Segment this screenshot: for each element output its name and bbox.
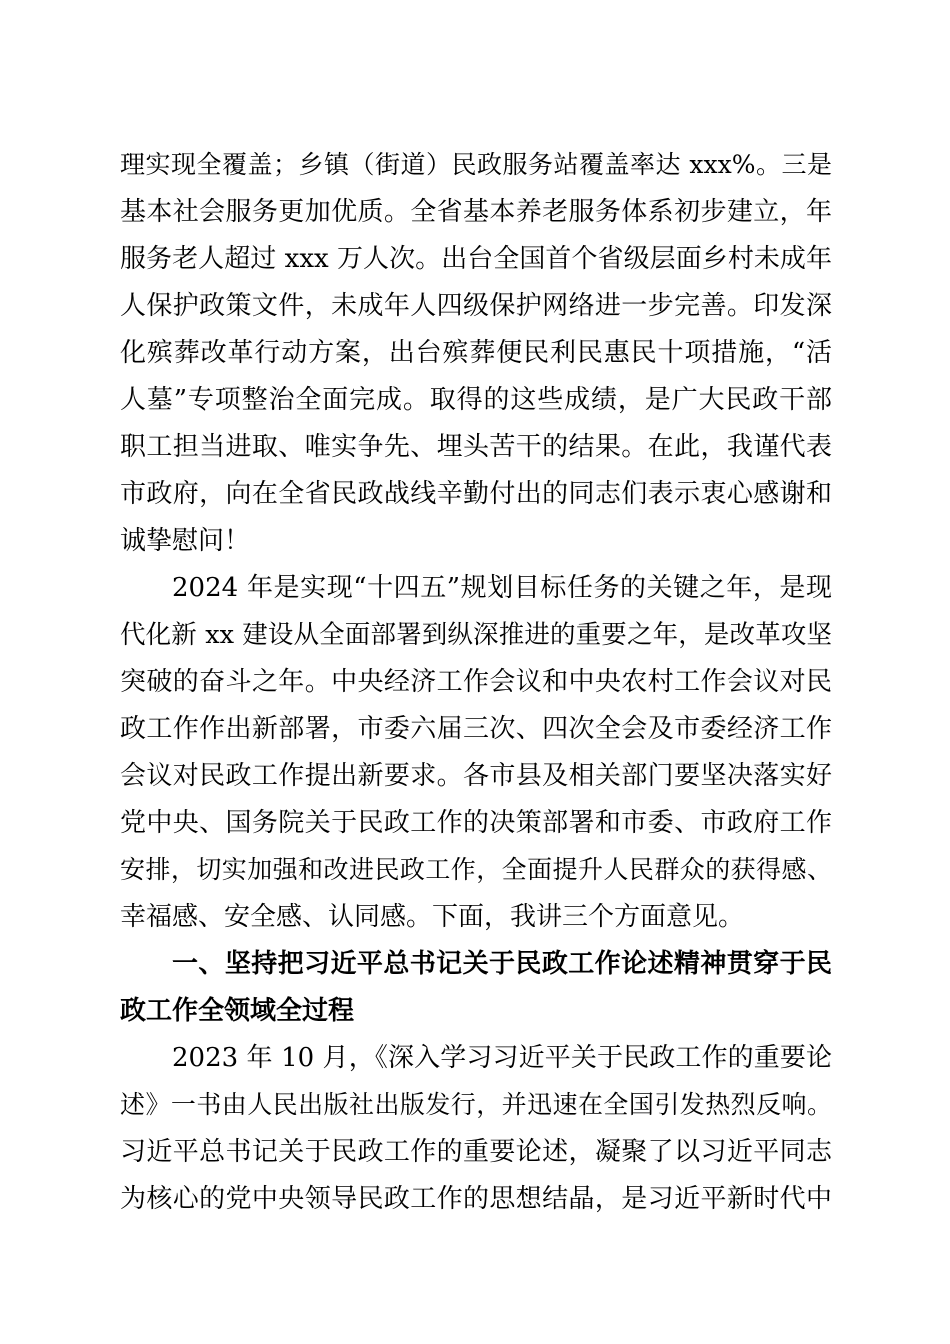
text-line: 诚挚慰问！	[120, 526, 251, 556]
text-line: 代化新 xx 建设从全面部署到纵深推进的重要之年，是改革攻坚	[120, 620, 832, 650]
text-line: 幸福感、安全感、认同感。下面，我讲三个方面意见。	[120, 902, 745, 932]
text-line: 述》一书由人民出版社出版发行，并迅速在全国引发热烈反响。	[120, 1090, 832, 1119]
text-line: 服务老人超过 xxx 万人次。出台全国首个省级层面乡村未成年	[120, 244, 832, 274]
text-line: 习近平总书记关于民政工作的重要论述，凝聚了以习近平同志	[120, 1137, 832, 1167]
section-heading: 一、坚持把习近平总书记关于民政工作论述精神贯穿于民	[172, 949, 832, 979]
text-line: 人保护政策文件，未成年人四级保护网络进一步完善。印发深	[120, 291, 832, 321]
text-line: 突破的奋斗之年。中央经济工作会议和中央农村工作会议对民	[120, 667, 832, 697]
text-line: 政工作作出新部署，市委六届三次、四次全会及市委经济工作	[120, 714, 832, 744]
text-line: 市政府，向在全省民政战线辛勤付出的同志们表示衷心感谢和	[120, 479, 832, 509]
text-line: 党中央、国务院关于民政工作的决策部署和市委、市政府工作	[120, 808, 832, 838]
text-line: 理实现全覆盖；乡镇（街道）民政服务站覆盖率达 xxx%。三是	[120, 150, 832, 179]
paragraph-first-line: 2024 年是实现“十四五”规划目标任务的关键之年，是现	[172, 573, 832, 603]
paragraph-first-line: 2023 年 10 月，《深入学习习近平关于民政工作的重要论	[172, 1043, 832, 1073]
text-line: 为核心的党中央领导民政工作的思想结晶，是习近平新时代中	[120, 1184, 832, 1214]
text-line: 人墓”专项整治全面完成。取得的这些成绩，是广大民政干部	[120, 385, 832, 415]
section-heading: 政工作全领域全过程	[120, 996, 355, 1026]
text-line: 安排，切实加强和改进民政工作，全面提升人民群众的获得感、	[120, 855, 832, 884]
text-line: 化殡葬改革行动方案，出台殡葬便民利民惠民十项措施，“活	[120, 338, 832, 368]
text-line: 会议对民政工作提出新要求。各市县及相关部门要坚决落实好	[120, 761, 832, 791]
text-line: 基本社会服务更加优质。全省基本养老服务体系初步建立，年	[120, 197, 832, 227]
text-line: 职工担当进取、唯实争先、埋头苦干的结果。在此，我谨代表	[120, 432, 832, 462]
